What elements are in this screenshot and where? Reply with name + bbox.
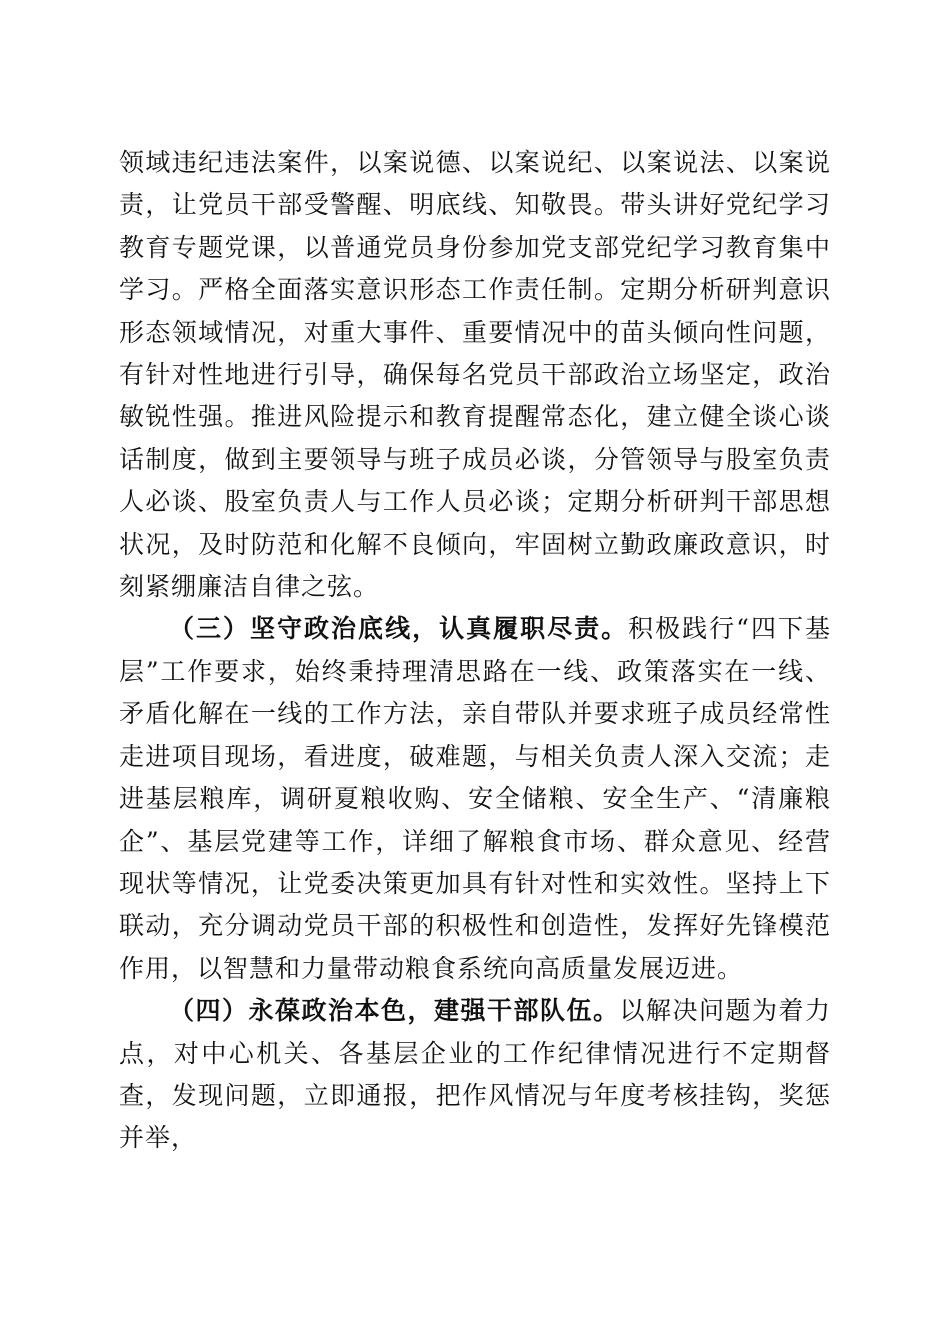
paragraph-text: 以解决问题为着力点，对中心机关、各基层企业的工作纪律情况进行不定期督查，发现问题，立即通报，把作风情况与年度考核挂钩，奖惩并举，	[119, 996, 831, 1153]
document-body	[119, 142, 831, 1160]
paragraph-text: 积极践行“四下基层”工作要求，始终秉持理清思路在一线、政策落实在一线、矛盾化解在一线的工作方法，亲自带队并要求班子成员经常性走进项目现场，看进度，破难题，与相关负责人深入交流；走进基层粮库，调研夏粮收购、安全储粮、安全生产、“清廉粮企”、基层党建等工作，详细了解粮食市场、群众意见、经营现状等情况，让党委决策更加具有针对性和实效性。坚持上下联动，充分调动党员干部的积极性和创造性，发挥好先锋模范作用，以智慧和力量带动粮食系统向高质量发展迈进。	[119, 614, 831, 983]
section-heading: （四）永葆政治本色，建强干部队伍。	[169, 996, 620, 1026]
paragraph-continuation	[119, 142, 831, 608]
paragraph-text: 领域违纪违法案件，以案说德、以案说纪、以案说法、以案说责，让党员干部受警醒、明底线、知敬畏。带头讲好党纪学习教育专题党课，以普通党员身份参加党支部党纪学习教育集中学习。严格全面落实意识形态工作责任制。定期分析研判意识形态领域情况，对重大事件、重要情况中的苗头倾向性问题，有针对性地进行引导，确保每名党员干部政治立场坚定，政治敏锐性强。推进风险提示和教育提醒常态化，建立健全谈心谈话制度，做到主要领导与班子成员必谈，分管领导与股室负责人必谈、股室负责人与工作人员必谈；定期分析研判干部思想状况，及时防范和化解不良倾向，牢固树立勤政廉政意识，时刻紧绷廉洁自律之弦。	[119, 148, 831, 602]
paragraph-section-3	[119, 608, 831, 990]
section-heading: （三）坚守政治底线，认真履职尽责。	[169, 614, 629, 644]
paragraph-section-4	[119, 990, 831, 1160]
